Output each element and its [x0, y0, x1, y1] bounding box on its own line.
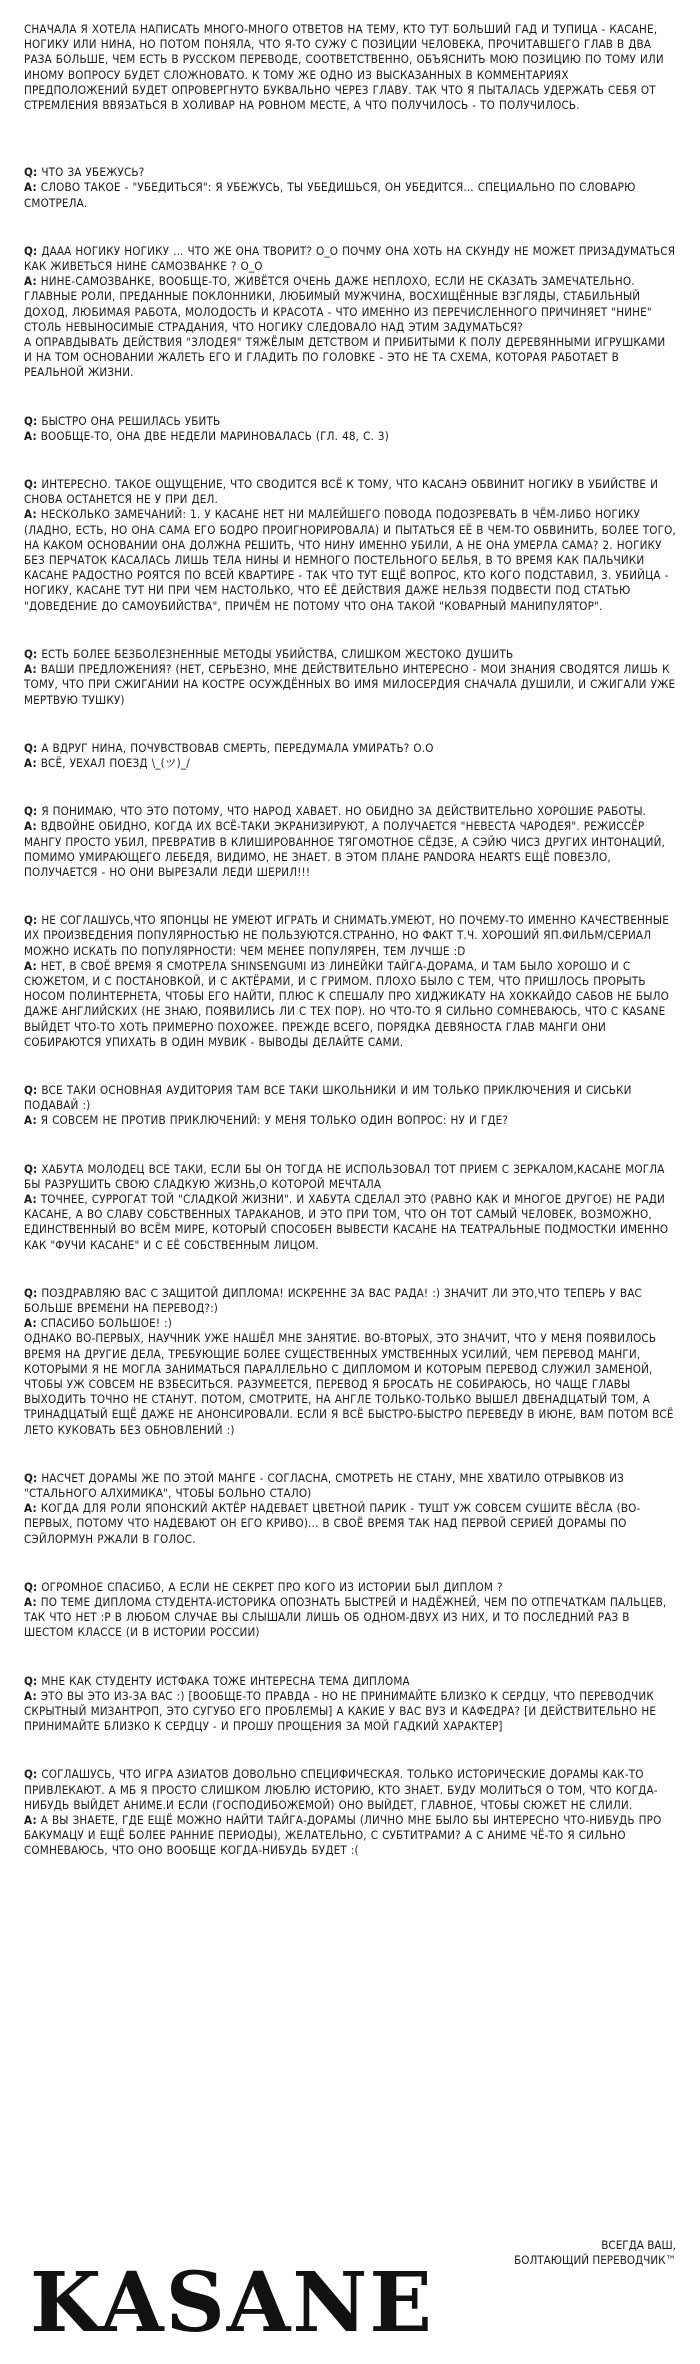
qa-item: [24, 1083, 676, 1129]
answer: [24, 1595, 676, 1641]
answer-label: A:: [24, 819, 37, 834]
question-text: СОГЛАШУСЬ, ЧТО ИГРА АЗИАТОВ ДОВОЛЬНО СПЕЦИФИЧЕСКАЯ. ТОЛЬКО ИСТОРИЧЕСКИЕ ДОРАМЫ КАК-ТО ПРИВЛЕКАЮТ. А МБ Я ПРОСТО СЛИШКОМ ЛЮБЛЮ ИСТОРИЮ, КТО ЗНАЕТ. БУДУ МОЛИТЬСЯ О ТОМ, ЧТО КОГДА-НИБУДЬ ВЫЙДЕТ АНИМЕ.И ЕСЛИ (ГОСПОДИБОЖЕМОЙ) ОНО ВЫЙДЕТ, ГЛАВНОЕ, ЧТОБЫ СЮЖЕТ НЕ СЛИЛИ.: [24, 1767, 658, 1812]
qa-item: [24, 804, 676, 880]
question: [24, 1767, 676, 1813]
answer: [24, 507, 680, 613]
answer-label: A:: [24, 180, 37, 195]
kasane-logo: KASANE: [30, 2255, 434, 2351]
question-text: НАСЧЕТ ДОРАМЫ ЖЕ ПО ЭТОЙ МАНГЕ - СОГЛАСНА, СМОТРЕТЬ НЕ СТАНУ, МНЕ ХВАТИЛО ОТРЫВКОВ ИЗ "СТАЛЬНОГО АЛХИМИКА", ЧТОБЫ БОЛЬНО СТАЛО): [24, 1470, 628, 1501]
answer-text: ВДВОЙНЕ ОБИДНО, КОГДА ИХ ВСЁ-ТАКИ ЭКРАНИЗИРУЮТ, А ПОЛУЧАЕТСЯ "НЕВЕСТА ЧАРОДЕЯ". РЕЖИССЁР МАНГУ ПРОСТО УБИЛ, ПРЕВРАТИВ В КЛИШИРОВАННОЕ ТЯГОМОТНОЕ СЁДЗЕ, А СЭЙЮ ЧИСЗ ДРУГИХ ИНТОНАЦИЙ, ПОМИМО УМИРАЮЩЕГО ЛЕБЕДЯ, ВИДИМО, НЕ ЗНАЕТ. В ЭТОМ ПЛАНЕ PANDORA HEARTS ЕЩЁ ПОВЕЗЛО, ПОЛУЧАЕТСЯ - НО ОНИ ВЫРЕЗАЛИ ЛЕДИ ШЕРИЛ!!!: [24, 819, 669, 879]
qa-item: [24, 165, 676, 211]
answer-text: СЛОВО ТАКОЕ - "УБЕДИТЬСЯ": Я УБЕЖУСЬ, ТЫ УБЕДИШЬСЯ, ОН УБЕДИТСЯ... СПЕЦИАЛЬНО ПО СЛОВАРЮ СМОТРЕЛА.: [24, 180, 640, 210]
answer-label: A:: [24, 507, 37, 522]
question-text: ПОЗДРАВЛЯЮ ВАС С ЗАЩИТОЙ ДИПЛОМА! ИСКРЕННЕ ЗА ВАС РАДА! :) ЗНАЧИТ ЛИ ЭТО,ЧТО ТЕПЕРЬ У ВАС БОЛЬШЕ ВРЕМЕНИ НА ПЕРЕВОД?:): [24, 1285, 646, 1315]
question-label: Q:: [24, 646, 38, 661]
answer-text: НИНЕ-САМОЗВАНКЕ, ВООБЩЕ-ТО, ЖИВЁТСЯ ОЧЕНЬ ДАЖЕ НЕПЛОХО, ЕСЛИ НЕ СКАЗАТЬ ЗАМЕЧАТЕЛЬНО. ГЛАВНЫЕ РОЛИ, ПРЕДАННЫЕ ПОКЛОННИКИ, ЛЮБИМЫЙ МУЖЧИНА, ВОСХИЩЁННЫЕ ВЗГЛЯДЫ, СТАБИЛЬНЫЙ ДОХОД, ЛЮБИМАЯ РАБОТА, МОЛОДОСТЬ И КРАСОТА - ЧТО ИМЕННО ИЗ ПЕРЕЧИСЛЕННОГО ПРИЧИНЯЕТ "НИНЕ" СТОЛЬ НЕВЫНОСИМЫЕ СТРАДАНИЯ, ЧТО НОГИКУ СЛЕДОВАЛО НАД ЭТИМ ЗАДУМАТЬСЯ? А ОПРАВДЫВАТЬ ДЕЙСТВИЯ "ЗЛОДЕЯ" ТЯЖЁЛЫМ ДЕТСТВОМ И ПРИБИТЫМИ К ПОЛУ ДЕРЕВЯННЫМИ ИГРУШКАМИ И НА ТОМ ОСНОВАНИИ ЖАЛЕТЬ ЕГО И ГЛАДИТЬ ПО ГОЛОВКЕ - ЭТО НЕ ТА СХЕМА, КОТОРАЯ РАБОТАЕТ В РЕАЛЬНОЙ ЖИЗНИ.: [24, 274, 666, 380]
qa-item: [24, 1471, 676, 1547]
signature: [514, 2238, 676, 2268]
qa-item: [24, 646, 680, 708]
question-label: Q:: [24, 1673, 38, 1688]
answer-text: Я СОВСЕМ НЕ ПРОТИВ ПРИКЛЮЧЕНИЙ: У МЕНЯ ТОЛЬКО ОДИН ВОПРОС: НУ И ГДЕ?: [40, 1113, 509, 1128]
answer-label: A:: [24, 1688, 37, 1703]
question: [24, 913, 676, 959]
answer: [24, 662, 680, 708]
answer-label: A:: [24, 958, 37, 973]
question-label: Q:: [24, 740, 38, 755]
question-text: НЕ СОГЛАШУСЬ,ЧТО ЯПОНЦЫ НЕ УМЕЮТ ИГРАТЬ И СНИМАТЬ.УМЕЮТ, НО ПОЧЕМУ-ТО ИМЕННО КАЧЕСТВЕННЫЕ ИХ ПРОИЗВЕДЕНИЯ ПОПУЛЯРНОСТЬЮ НЕ ПОЛЬЗУЮТСЯ.СТРАННО, НО ФАКТ Т.Ч. ХОРОШИЙ ЯП.ФИЛЬМ/СЕРИАЛ МОЖНО ИСКАТЬ ПО ПОПУЛЯРНОСТИ: ЧЕМ МЕНЕЕ ПОПУЛЯРЕН, ТЕМ ЛУЧШЕ :D: [24, 913, 673, 958]
question: [24, 741, 676, 756]
answer-label: A:: [24, 1813, 37, 1828]
question-text: ЕСТЬ БОЛЕЕ БЕЗБОЛЕЗНЕННЫЕ МЕТОДЫ УБИЙСТВА, СЛИШКОМ ЖЕСТОКО ДУШИТЬ: [41, 646, 514, 661]
question: [24, 414, 676, 429]
question: [24, 1286, 676, 1316]
question: [24, 477, 676, 507]
qa-item: [24, 243, 680, 381]
question-label: Q:: [24, 804, 38, 819]
answer: [24, 274, 676, 380]
question-text: ХАБУТА МОЛОДЕЦ ВСЕ ТАКИ, ЕСЛИ БЫ ОН ТОГДА НЕ ИСПОЛЬЗОВАЛ ТОТ ПРИЕМ С ЗЕРКАЛОМ,КАСАНЕ МОГЛА БЫ РАЗРУШИТЬ СВОЮ СЛАДКУЮ ЖИЗНЬ,О КОТОРОЙ МЕЧТАЛА: [24, 1161, 669, 1191]
question-text: ДААА НОГИКУ НОГИКУ ... ЧТО ЖЕ ОНА ТВОРИТ? О_О ПОЧМУ ОНА ХОТЬ НА СКУНДУ НЕ МОЖЕТ ПРИЗАДУМАТЬСЯ КАК ЖИВЕТЬСЯ НИНЕ САМОЗВАНКЕ ? О_О: [24, 243, 680, 274]
answer-text: СПАСИБО БОЛЬШОЕ! :) ОДНАКО ВО-ПЕРВЫХ, НАУЧНИК УЖЕ НАШЁЛ МНЕ ЗАНЯТИЕ. ВО-ВТОРЫХ, ЭТО ЗНАЧИТ, ЧТО У МЕНЯ ПОЯВИЛОСЬ ВРЕМЯ НА ДРУГИЕ ДЕЛА, ТРЕБУЮЩИЕ БОЛЕЕ СУЩЕСТВЕННЫХ УМСТВЕННЫХ УСИЛИЙ, ЧЕМ ПЕРЕВОД МАНГИ, КОТОРЫМИ Я НЕ МОГЛА ЗАНИМАТЬСЯ ПАРАЛЛЕЛЬНО С ДИПЛОМОМ И КОТОРЫМ ПЕРЕВОД СЛУЖИЛ ЗАМЕНОЙ, ЧТОБЫ УЖ СОВСЕМ НЕ ВЗБЕСИТЬСЯ. РАЗУМЕЕТСЯ, ПЕРЕВОД Я БРОСАТЬ НЕ СОБИРАЮСЬ, НО ЧАЩЕ ГЛАВЫ ВЫХОДИТЬ ТОЧНО НЕ СТАНУТ. ПОТОМ, СМОТРИТЕ, НА АНГЛЕ ТОЛЬКО-ТОЛЬКО ВЫШЕЛ ДВЕНАДЦАТЫЙ ТОМ, А ТРИНАДЦАТЫЙ ЕЩЁ ДАЖЕ НЕ АНОНСИРОВАЛИ. ЕСЛИ Я ВСЁ БЫСТРО-БЫСТРО ПЕРЕВЕДУ В ИЮНЕ, ВАМ ПОТОМ ВСЁ ЛЕТО КУКОВАТЬ БЕЗ ОБНОВЛЕНИЙ :): [24, 1316, 674, 1437]
question-text: Я ПОНИМАЮ, ЧТО ЭТО ПОТОМУ, ЧТО НАРОД ХАВАЕТ. НО ОБИДНО ЗА ДЕЙСТВИТЕЛЬНО ХОРОШИЕ РАБОТЫ.: [41, 804, 647, 819]
qa-item: [24, 1580, 676, 1641]
question-label: Q:: [24, 1767, 38, 1782]
question-label: Q:: [24, 1285, 38, 1300]
question: [24, 1580, 676, 1595]
answer-label: A:: [24, 1191, 37, 1206]
footer: [0, 2238, 700, 2364]
question-label: Q:: [24, 1082, 38, 1097]
answer-label: A:: [24, 662, 37, 677]
question: [24, 1471, 676, 1501]
question-label: Q:: [24, 1579, 38, 1594]
answer-label: A:: [24, 428, 37, 443]
question-text: ВСЕ ТАКИ ОСНОВНАЯ АУДИТОРИЯ ТАМ ВСЕ ТАКИ ШКОЛЬНИКИ И ИМ ТОЛЬКО ПРИКЛЮЧЕНИЯ И СИСЬКИ ПОДАВАЙ :): [24, 1082, 636, 1113]
answer-text: ЭТО ВЫ ЭТО ИЗ-ЗА ВАС :) [ВООБЩЕ-ТО ПРАВДА - НО НЕ ПРИНИМАЙТЕ БЛИЗКО К СЕРДЦУ, ЧТО ПЕРЕВОДЧИК СКРЫТНЫЙ МИЗАНТРОП, ЭТО СУГУБО ЕГО ПРОБЛЕМЫ] А КАКИЕ У ВАС ВУЗ И КАФЕДРА? [И ДЕЙСТВИТЕЛЬНО НЕ ПРИНИМАЙТЕ БЛИЗКО К СЕРДЦУ - И ПРОШУ ПРОЩЕНИЯ ЗА МОЙ ГАДКИЙ ХАРАКТЕР]: [24, 1688, 661, 1734]
answer-text: ПО ТЕМЕ ДИПЛОМА СТУДЕНТА-ИСТОРИКА ОПОЗНАТЬ БЫСТРЕЙ И НАДЁЖНЕЙ, ЧЕМ ПО ОТПЕЧАТКАМ ПАЛЬЦЕВ, ТАК ЧТО НЕТ :Р В ЛЮБОМ СЛУЧАЕ ВЫ СЛЫШАЛИ ЛИШЬ ОБ ОДНОМ-ДВУХ ИЗ НИХ, И ТО ПОСЛЕДНИЙ РАЗ В ШЕСТОМ КЛАССЕ (И В ИСТОРИИ РОССИИ): [24, 1595, 671, 1640]
answer: [24, 819, 676, 880]
qa-list: [24, 165, 680, 1858]
qa-item: [24, 741, 676, 771]
answer-text: КОГДА ДЛЯ РОЛИ ЯПОНСКИЙ АКТЁР НАДЕВАЕТ ЦВЕТНОЙ ПАРИК - ТУШТ УЖ СОВСЕМ СУШИТЕ ВЁСЛА (ВО-ПЕРВЫХ, ПОТОМУ ЧТО НАДЕВАЮТ ОН ЕГО КРИВО)... В СВОЁ ВРЕМЯ ТАК НАД ПЕРВОЙ СЕРИЕЙ ДОРАМЫ ПО СЭЙЛОРМУН РЖАЛИ В ГОЛОС.: [24, 1501, 641, 1546]
question: [24, 1083, 676, 1113]
question-label: Q:: [24, 165, 38, 180]
qa-item: [24, 1162, 676, 1253]
signature-line-1: ВСЕГДА ВАШ,: [601, 2238, 676, 2252]
answer-text: НЕСКОЛЬКО ЗАМЕЧАНИЙ: 1. У КАСАНЕ НЕТ НИ МАЛЕЙШЕГО ПОВОДА ПОДОЗРЕВАТЬ В ЧЁМ-ЛИБО НОГИКУ (ЛАДНО, ЕСТЬ, НО ОНА САМА ЕГО БОДРО ПРОИГНОРИРОВАЛА) И ПЫТАТЬСЯ ЕЁ В ЧЕМ-ТО ОБВИНИТЬ, БОЛЕЕ ТОГО, НА КАКОМ ОСНОВАНИИ ОНА ДОЛЖНА РЕШИТЬ, ЧТО НИНУ ИМЕННО УБИЛИ, А НЕ ОНА УМЕРЛА САМА? 2. НОГИКУ БЕЗ ПЕРЧАТОК КАСАЛАСЬ ЛИШЬ ТЕЛА НИНЫ И НЕМНОГО ПОСТЕЛЬНОГО БЕЛЬЯ, В ТО ВРЕМЯ КАК ПАЛЬЧИКИ КАСАНЕ РАДОСТНО РОЯТСЯ ПО ВСЕЙ КВАРТИРЕ - ТАК ЧТО ТУТ ЕЩЁ ВОПРОС, КТО КОГО ПОДСТАВИЛ, 3. УБИЙЦА - НОГИКУ, КАСАНЕ ТУТ НИ ПРИ ЧЕМ НАСТОЛЬКО, ЧТО ЕЁ ДЕЙСТВИЯ ДАЖЕ НЕЛЬЗЯ ПОДВЕСТИ ПОД СТАТЬЮ "ДОВЕДЕНИЕ ДО САМОУБИЙСТВА", ПРИЧЁМ НЕ ПОТОМУ ЧТО ОНА ТАКОЙ "КОВАРНЫЙ МАНИПУЛЯТОР".: [24, 507, 680, 613]
answer: [24, 1316, 676, 1438]
answer: [24, 959, 676, 1050]
question-text: ЧТО ЗА УБЕЖУСЬ?: [41, 165, 145, 180]
answer-label: A:: [24, 1501, 37, 1516]
question-text: МНЕ КАК СТУДЕНТУ ИСТФАКА ТОЖЕ ИНТЕРЕСНА ТЕМА ДИПЛОМА: [41, 1673, 410, 1688]
answer: [24, 1813, 676, 1859]
question-label: Q:: [24, 477, 38, 492]
question: [24, 1162, 676, 1192]
question: [24, 165, 676, 180]
answer-text: ВАШИ ПРЕДЛОЖЕНИЯ? (НЕТ, СЕРЬЕЗНО, МНЕ ДЕЙСТВИТЕЛЬНО ИНТЕРЕСНО - МОИ ЗНАНИЯ СВОДЯТСЯ ЛИШЬ К ТОМУ, ЧТО ПРИ СЖИГАНИИ НА КОСТРЕ ОСУЖДЁННЫХ ВО ИМЯ МИЛОСЕРДИЯ СНАЧАЛА ДУШИЛИ, И СЖИГАЛИ УЖЕ МЕРТВУЮ ТУШКУ): [24, 662, 680, 707]
question-label: Q:: [24, 1161, 38, 1176]
question: [24, 1674, 676, 1689]
answer: [24, 429, 676, 444]
question-label: Q:: [24, 243, 38, 258]
answer-label: A:: [24, 274, 37, 289]
question: [24, 647, 676, 662]
answer-text: ТОЧНЕЕ, СУРРОГАТ ТОЙ "СЛАДКОЙ ЖИЗНИ". И ХАБУТА СДЕЛАЛ ЭТО (РАВНО КАК И МНОГОЕ ДРУГОЕ) НЕ РАДИ КАСАНЕ, А ВО СЛАВУ СОБСТВЕННЫХ ТАРАКАНОВ, И ЭТО ПРИ ТОМ, ЧТО ОН ТОТ САМЫЙ ЧЕЛОВЕК, ВОЗМОЖНО, ЕДИНСТВЕННЫЙ ВО ВСЁМ МИРЕ, КОТОРЫЙ СПОСОБЕН ВЫВЕСТИ КАСАНЕ НА ТЕАТРАЛЬНЫЕ ПОДМОСТКИ ИМЕННО КАК "ФУЧИ КАСАНЕ" И С ЕЁ СОБСТВЕННЫМ ЛИЦОМ.: [24, 1191, 673, 1252]
question: [24, 243, 680, 274]
question-text: ОГРОМНОЕ СПАСИБО, А ЕСЛИ НЕ СЕКРЕТ ПРО КОГО ИЗ ИСТОРИИ БЫЛ ДИПЛОМ ?: [41, 1579, 503, 1594]
answer: [24, 1192, 676, 1253]
qa-item: [24, 1286, 676, 1438]
question-text: ИНТЕРЕСНО. ТАКОЕ ОЩУЩЕНИЕ, ЧТО СВОДИТСЯ ВСЁ К ТОМУ, ЧТО КАСАНЭ ОБВИНИТ НОГИКУ В УБИЙСТВЕ И СНОВА ОСТАНЕТСЯ НЕ У ПРИ ДЕЛ.: [24, 477, 663, 507]
qa-item: [24, 1767, 676, 1858]
qa-item: [24, 913, 676, 1050]
question: [24, 804, 676, 819]
answer: [24, 180, 676, 210]
answer-text: ВООБЩЕ-ТО, ОНА ДВЕ НЕДЕЛИ МАРИНОВАЛАСЬ (ГЛ. 48, С. 3): [40, 428, 389, 443]
question-label: Q:: [24, 413, 38, 428]
answer: [24, 756, 676, 771]
intro-paragraph: СНАЧАЛА Я ХОТЕЛА НАПИСАТЬ МНОГО-МНОГО ОТВЕТОВ НА ТЕМУ, КТО ТУТ БОЛЬШИЙ ГАД И ТУПИЦА - КАСАНЕ, НОГИКУ ИЛИ НИНА, НО ПОТОМ ПОНЯЛА, ЧТО Я-ТО СУЖУ С ПОЗИЦИИ ЧЕЛОВЕКА, ПРОЧИТАВШЕГО ГЛАВ В ДВА РАЗА БОЛЬШЕ, ЧЕМ ЕСТЬ В РУССКОМ ПЕРЕВОДЕ, СООТВЕТСТВЕННО, ОБЪЯСНИТЬ МОЮ ПОЗИЦИЮ ПО ТОМУ ИЛИ ИНОМУ ВОПРОСУ БУДЕТ СЛОЖНОВАТО. К ТОМУ ЖЕ ОДНО ИЗ ВЫСКАЗАННЫХ В КОММЕНТАРИЯХ ПРЕДПОЛОЖЕНИЙ БУДЕТ ОПРОВЕРГНУТО БУКВАЛЬНО ЧЕРЕЗ ГЛАВУ. ТАК ЧТО Я ПЫТАЛАСЬ УДЕРЖАТЬ СЕБЯ ОТ СТРЕМЛЕНИЯ ВВЯЗАТЬСЯ В ХОЛИВАР НА РОВНОМ МЕСТЕ, А ЧТО ПОЛУЧИЛОСЬ - ТО ПОЛУЧИЛОСЬ.: [24, 22, 668, 113]
qa-item: [24, 414, 676, 444]
answer-text: НЕТ, В СВОЁ ВРЕМЯ Я СМОТРЕЛА SHINSENGUMI ИЗ ЛИНЕЙКИ ТАЙГА-ДОРАМА, И ТАМ БЫЛО ХОРОШО И С СЮЖЕТОМ, И С ПОСТАНОВКОЙ, И С АКТЁРАМИ, И С ГРИМОМ. ПЛОХО БЫЛО С ТЕМ, ЧТО ПРИШЛОСЬ ПРОРЫТЬ НОСОМ ПОЛИНТЕРНЕТА, ЧТОБЫ ЕГО НАЙТИ, ПЛЮС К СПЕШАЛУ ПРО ХИДЖИКАТУ НА ХОККАЙДО САБОВ НЕ БЫЛО ДАЖЕ АНГЛИЙСКИХ (НЕ ЗНАЮ, ПОЯВИЛИСЬ ЛИ С ТЕХ ПОР). НО ЧТО-ТО Я СИЛЬНО СОМНЕВАЮСЬ, ЧТО С KASANE ВЫЙДЕТ ЧТО-ТО ХОТЬ ПРИМЕРНО ПОХОЖЕЕ. ПРЕЖДЕ ВСЕГО, ПОРЯДКА ДЕВЯНОСТА ГЛАВ МАНГИ ОНИ СОБИРАЮТСЯ УПИХАТЬ В ОДИН МУВИК - ВЫВОДЫ ДЕЛАЙТЕ САМИ.: [24, 958, 673, 1049]
question-label: Q:: [24, 1470, 38, 1485]
answer-label: A:: [24, 1316, 37, 1331]
question-label: Q:: [24, 913, 38, 928]
answer: [24, 1689, 676, 1735]
answer-text: ВСЁ, УЕХАЛ ПОЕЗД \_(ツ)_/: [40, 755, 190, 770]
signature-line-2: БОЛТАЮЩИЙ ПЕРЕВОДЧИК™: [514, 2253, 676, 2268]
answer: [24, 1113, 676, 1128]
qa-item: [24, 477, 680, 614]
answer-label: A:: [24, 755, 37, 770]
answer-label: A:: [24, 1113, 37, 1128]
answer: [24, 1501, 676, 1547]
answer-label: A:: [24, 1595, 37, 1610]
answer-text: А ВЫ ЗНАЕТЕ, ГДЕ ЕЩЁ МОЖНО НАЙТИ ТАЙГА-ДОРАМЫ (ЛИЧНО МНЕ БЫЛО БЫ ИНТЕРЕСНО ЧТО-НИБУДЬ ПРО БАКУМАЦУ И ЕЩЁ БОЛЕЕ РАННИЕ ПЕРИОДЫ), ЖЕЛАТЕЛЬНО, С СУБТИТРАМИ? А С АНИМЕ ЧЁ-ТО Я СИЛЬНО СОМНЕВАЮСЬ, ЧТО ОНО ВООБЩЕ КОГДА-НИБУДЬ БУДЕТ :(: [24, 1813, 666, 1858]
question-text: БЫСТРО ОНА РЕШИЛАСЬ УБИТЬ: [41, 413, 221, 428]
qa-item: [24, 1674, 676, 1735]
question-text: А ВДРУГ НИНА, ПОЧУВСТВОВАВ СМЕРТЬ, ПЕРЕДУМАЛА УМИРАТЬ? О.О: [41, 740, 434, 755]
